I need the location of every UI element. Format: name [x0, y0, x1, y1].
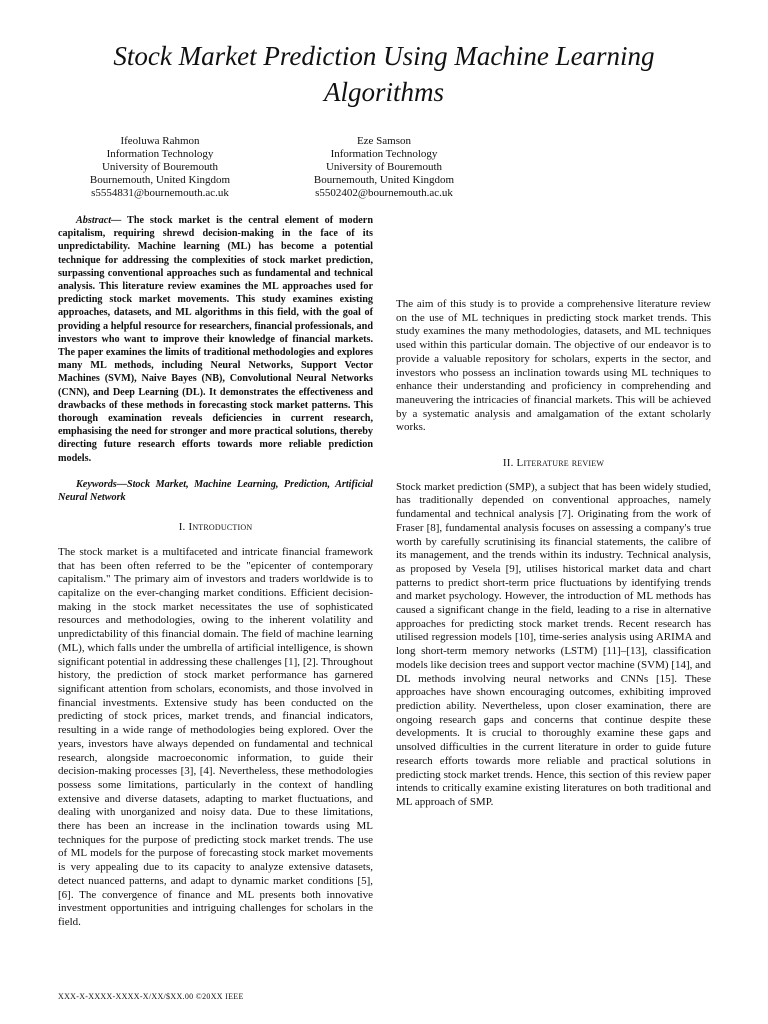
literature-paragraph-1: Stock market prediction (SMP), a subject that has been widely studied, has traditionally depended on conventional approaches, namely fundamental and technical analysis [7]. Originating from the work of Fraser [8], fundamental analysis focuses on assessing a company's true worth by carefully scrutinising its financial statements, the calibre of its management, and the trends within its industry. Technical analysis, as proposed by Vesela [9], utilises historical market data and chart patterns to predict short-term price fluctuations by identifying trends and market psychology. However, the introduction of ML methods has caused a significant change in the field, leading to a rise in alternative approaches for predicting stock market trends. Recent research has utilised regression models [10], time-series analysis using ARIMA and long short-term memory networks (LSTM) [11]–[13], classification models like decision trees and support vector machine (SVM) [14], and DL methods involving neural networks and CNNs [15]. These approaches have shown encouraging outcomes, exhibiting improved prediction ability. Nevertheless, upon closer examination, there are ongoing research gaps and concerns that continue despite these developments. It is crucial to thoroughly examine these gaps and unsolved difficulties in the current literature in order to guide future research efforts towards more reliable and practical solutions in predicting stock market trends. Hence, this section of this review paper intends to critically examine existing literatures on both traditional and ML approach of SMP. [396, 480, 711, 808]
author-name: Ifeoluwa Rahmon [120, 135, 200, 147]
author-location: Bournemouth, United Kingdom [313, 174, 455, 186]
author-university: University of Bouremouth [101, 161, 219, 173]
author-email: s5554831@bournemouth.ac.uk [91, 187, 229, 199]
author-department: Information Technology [330, 148, 438, 160]
section-heading-introduction [58, 521, 373, 535]
author-email: s5502402@bournemouth.ac.uk [315, 187, 453, 199]
author-block-2 [264, 135, 504, 200]
section-heading-literature-review [396, 457, 711, 471]
left-column [58, 214, 373, 930]
intro-paragraph-1: The stock market is a multifaceted and intricate financial framework that has been often referred to be the "epicenter of contemporary capitalism." The primary aim of investors and traders worldwide is to capitalize on the ever-changing market conditions. Efficient decision-making in the stock market necessitates the use of sophisticated resources and methodologies, owing to the inherent volatility and unpredictability of this financial domain. The field of machine learning (ML), which falls under the umbrella of artificial intelligence, is shown significant potential in addressing these challenges [1], [2]. Throughout history, the prediction of stock market performance has garnered significant attention from scholars, economists, and those involved in financial investments. Extensive study has been conducted on the predicting of stock prices, market trends, and financial indicators, resulting in a wide range of methodologies being explored. Over the years, investors have always depended on fundamental and technical research, alongside macroeconomic information, to guide their decision-making processes [3], [4]. Nevertheless, these methodologies possess some limitations, particularly in the context of handling extensive and diverse datasets, adapting to market fluctuations, and dealing with unorganized and noisy data. Due to these limitations, there has been an increase in the inclination towards using ML techniques for the purpose of predicting stock market trends. The use of ML models for the purpose of forecasting stock market movements is very appealing due to its capacity to analyze extensive datasets, detect nuanced patterns, and adapt to dynamic market conditions [5], [6]. The convergence of finance and ML presents both innovative investment opportunities and intriguing challenges for scholars in the field. [58, 545, 373, 928]
author-university: University of Bouremouth [325, 161, 443, 173]
section-number: II. [502, 457, 514, 470]
abstract [58, 214, 373, 465]
abstract-text: The stock market is the central element of modern capitalism, requiring shrewd decision-making in the face of its unpredictability. Machine learning (ML) has become a potential technique for addressing the complexities of stock market prediction, surpassing conventional approaches such as fundamental and technical analysis. This literature review examines the ML approaches used for predicting stock market movements. This study examines existing approaches, datasets, and ML algorithms in this field, with the goal of providing a helpful resource for researchers, financial professionals, and investors who want to improve their knowledge of financial markets. The paper examines the limits of traditional methodologies and explores many ML methods, including Neural Networks, Support Vector Machines (SVM), Naive Bayes (NB), Convolutional Neural Networks (CNN), and Deep Learning (DL). It demonstrates the effectiveness and drawbacks of these methods in forecasting stock market patterns. This thorough examination reveals deficiencies in current research, emphasising the need for stronger and more practical solutions, thereby directing future research efforts towards more reliable prediction models. [58, 215, 373, 464]
section-title: Literature review [516, 457, 605, 470]
abstract-label: Abstract— [76, 215, 122, 226]
title-line-1: Stock Market Prediction Using Machine Learning [113, 41, 655, 71]
author-block-1 [40, 135, 280, 200]
author-location: Bournemouth, United Kingdom [89, 174, 231, 186]
title-line-2: Algorithms [323, 77, 444, 107]
right-column-body [396, 298, 711, 810]
author-department: Information Technology [106, 148, 214, 160]
copyright-footer: XXX-X-XXXX-XXXX-X/XX/$XX.00 ©20XX IEEE [58, 992, 244, 1001]
author-name: Eze Samson [356, 135, 412, 147]
section-title: Introduction [188, 521, 253, 534]
keywords: Keywords—Stock Market, Machine Learning, Prediction, Artificial Neural Network [58, 478, 373, 504]
paper-title [0, 38, 768, 110]
section-number: I. [178, 521, 186, 534]
intro-paragraph-2: The aim of this study is to provide a comprehensive literature review on the use of ML techniques in predicting stock market trends. This study examines the many methodologies, datasets, and ML techniques used within this particular domain. The objective of our endeavor is to provide a valuable repository for scholars, experts in the sector, and investors who possess an inclination towards using ML techniques to enhance their understanding and proficiency in comprehending and maneuvering the intricacies of financial markets. This will be achieved by a systematic analysis and amalgamation of the extant scholarly works. [396, 298, 711, 434]
